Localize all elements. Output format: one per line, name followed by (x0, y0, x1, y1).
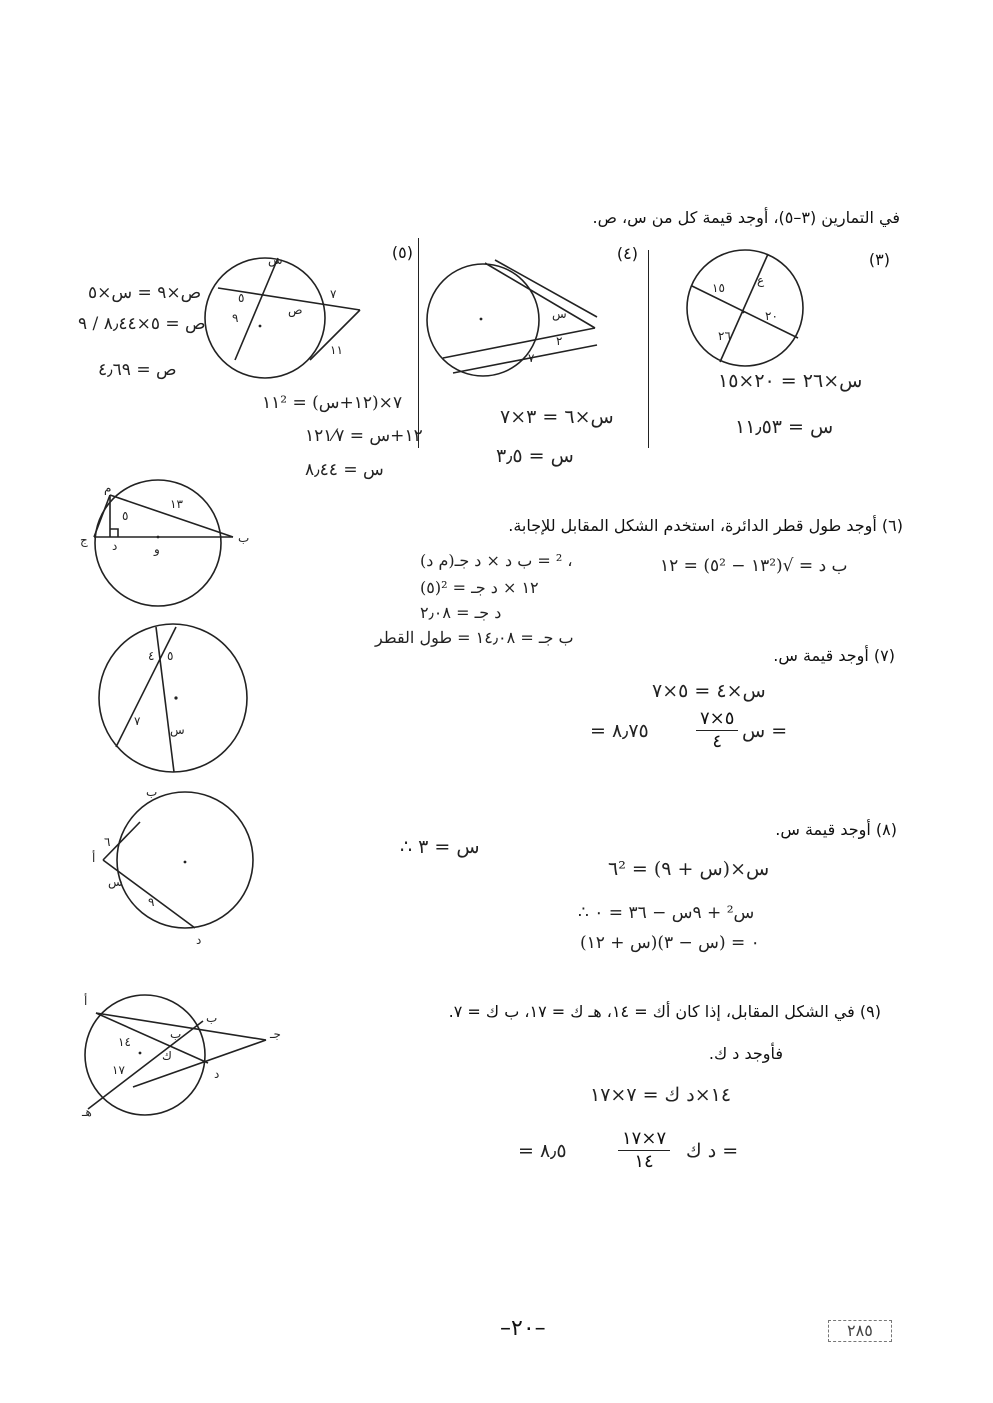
ex3-center (742, 311, 745, 314)
ex3-chord-2 (720, 254, 768, 362)
ex4-label-7: ٧ (528, 351, 535, 365)
ex4-work-1: س×٦ = ٣×٧ (500, 406, 614, 428)
ex6-label-b: ب (238, 531, 250, 545)
ex8-circle (117, 792, 253, 928)
ex6-work-2: (م د)² = ب د × د جـ ، (420, 551, 573, 570)
ex9-center (139, 1052, 142, 1055)
ex7-work-3: = ٨٫٧٥ (590, 720, 649, 742)
ex9-line-2 (96, 1013, 208, 1063)
ex8-center (184, 861, 187, 864)
ex9-label-k: ك (162, 1049, 172, 1063)
ex7-work-2: س = (742, 720, 788, 742)
ex7-circle (99, 624, 247, 772)
ex8-label-b: ب (146, 785, 158, 799)
ex4-arrow-1 (495, 260, 597, 317)
ex9-label-h: هـ (82, 1105, 92, 1119)
ex4-number: (٤) (616, 244, 638, 263)
ex8-label-x: س (108, 875, 123, 889)
ex9-fraction (618, 1128, 670, 1172)
ex3-work-1: س×٢٦ = ٢٠×١٥ (718, 370, 863, 392)
ex4-secant-2 (443, 328, 595, 358)
page-number: –٢٠– (500, 1316, 546, 1341)
ex3-work-2: س = ١١٫٥٣ (735, 416, 834, 438)
ex8-work-4: (س + ١٢)(س − ٣) = ٠ (580, 933, 760, 953)
ex5-label-x: س (268, 253, 283, 267)
ex8-label-d: د (196, 933, 202, 947)
ex5-label-y: ص (288, 303, 303, 317)
ex9-label-j: جـ (270, 1027, 281, 1041)
ex7-frac-num: ٥×٧ (696, 708, 738, 731)
ex7-work-1: س×٤ = ٥×٧ (652, 680, 766, 702)
ex6-label-m: م (104, 481, 112, 495)
ex4-secant-1 (485, 263, 595, 328)
ex7-label-4: ٤ (148, 649, 155, 663)
ex9-frac-num: ٧×١٧ (618, 1128, 670, 1151)
ex3-label-20: ٢٠ (765, 309, 778, 323)
ex6-label-j: ج (80, 533, 88, 547)
ex6-label-5: ٥ (122, 509, 129, 523)
ex3-figure (680, 246, 820, 376)
ex5-work-left-2: ص = ٥×٨٫٤٤ / ٩ (78, 314, 206, 334)
ex3-circle (687, 250, 803, 366)
ex5-chord (235, 258, 278, 360)
ex4-work-2: س = ٣٫٥ (496, 445, 574, 467)
ex5-work-right-1: ١١² = ٧×(١٢+س) (262, 393, 403, 413)
ex6-work-5: ب جـ = ١٤٫٠٨ = طول القطر (375, 628, 574, 647)
ex7-label-7: ٧ (134, 714, 141, 728)
ex6-right-angle (110, 529, 118, 537)
ex9-label-b2: ب (170, 1027, 182, 1041)
ex6-question: (٦) أوجد طول قطر الدائرة، استخدم الشكل المقابل للإجابة. (508, 516, 903, 535)
ex9-label-a: أ (84, 994, 88, 1008)
divider-4-5 (418, 238, 419, 448)
ex6-label-d: د (112, 539, 118, 553)
ex7-chord-2 (116, 627, 176, 747)
ex7-label-x: س (170, 723, 185, 737)
ex6-work-1: ب د = √(١٣² − ٥²) = ١٢ (660, 556, 848, 576)
ex7-label-5: ٥ (167, 649, 174, 663)
ex4-figure (425, 255, 615, 385)
ex3-label-26: ٢٦ (718, 329, 731, 343)
ex5-circle (205, 258, 325, 378)
ex8-label-9: ٩ (148, 895, 155, 909)
ex9-frac-den: ١٤ (634, 1150, 654, 1172)
ex6-label-o: و (154, 542, 160, 556)
ex5-label-5: ٥ (238, 291, 245, 305)
ex9-label-d: د (214, 1067, 220, 1081)
ex6-work-4: د جـ = ٢٫٠٨ (420, 603, 502, 622)
ex7-fraction (696, 708, 738, 752)
ex7-figure (96, 622, 256, 777)
ex5-number: (٥) (391, 243, 413, 262)
ex5-label-9: ٩ (232, 311, 239, 325)
ex3-number: (٣) (868, 250, 890, 269)
ex5-work-right-3: س = ٨٫٤٤ (305, 460, 384, 480)
ex8-label-a: أ (92, 851, 96, 865)
ex4-arrow-2 (453, 345, 597, 373)
ex3-label-15: ١٥ (712, 281, 725, 295)
ex6-chord-mj (94, 495, 110, 537)
ex4-center (480, 318, 483, 321)
ex5-label-7: ٧ (330, 287, 337, 301)
ex5-work-right-2: ١٢+س = ١٢١⁄٧ (305, 426, 423, 446)
ex9-label-b: ب (206, 1011, 218, 1025)
ex6-work-3: (٥)² = ١٢ × د جـ (420, 578, 539, 597)
ex8-work-3: ∴ س² + ٩س − ٣٦ = ٠ (578, 903, 755, 923)
ex4-label-2: ٢ (556, 334, 563, 348)
ex9-work-2: د ك = (686, 1140, 739, 1162)
divider-3-4 (648, 250, 649, 448)
ex3-label-a: ع (757, 273, 765, 287)
ex7-question: (٧) أوجد قيمة س. (773, 646, 895, 665)
ex3-chord-1 (692, 286, 798, 338)
ex9-label-14: ١٤ (118, 1035, 131, 1049)
ex8-figure (85, 790, 265, 940)
ex8-question: (٨) أوجد قيمة س. (775, 820, 897, 839)
ex8-label-6: ٦ (104, 835, 111, 849)
ex9-label-17: ١٧ (112, 1063, 125, 1077)
ex9-work-1: ١٤×د ك = ٧×١٧ (590, 1084, 732, 1106)
ex9-figure (78, 995, 278, 1120)
ex6-center (157, 536, 160, 539)
ex8-work-2: ٦² = س×(س + ٩) (608, 858, 770, 880)
ex9-question: (٩) في الشكل المقابل، إذا كان أك = ١٤، هـ ك = ١٧، ب ك = ٧. (448, 1002, 881, 1021)
intro-text: في التمارين (٣–٥)، أوجد قيمة كل من س، ص. (592, 208, 900, 227)
ex9-line-3 (88, 1021, 203, 1109)
ex9-work-3: = ٨٫٥ (518, 1140, 567, 1162)
ex7-center (174, 696, 177, 699)
archive-stamp: ٢٨٥ (828, 1320, 892, 1342)
ex6-label-13: ١٣ (170, 497, 183, 511)
ex5-work-left-1: ص×٩ = س×٥ (88, 283, 202, 303)
ex7-frac-den: ٤ (712, 730, 723, 752)
ex5-label-11: ١١ (330, 343, 343, 357)
ex5-center (259, 325, 262, 328)
ex8-work-1: ∴ س = ٣ (400, 836, 480, 858)
ex5-work-left-3: ص = ٤٫٦٩ (98, 360, 177, 380)
ex9-question-2: فأوجد د ك. (708, 1044, 783, 1063)
ex4-label-x: س (552, 307, 567, 321)
